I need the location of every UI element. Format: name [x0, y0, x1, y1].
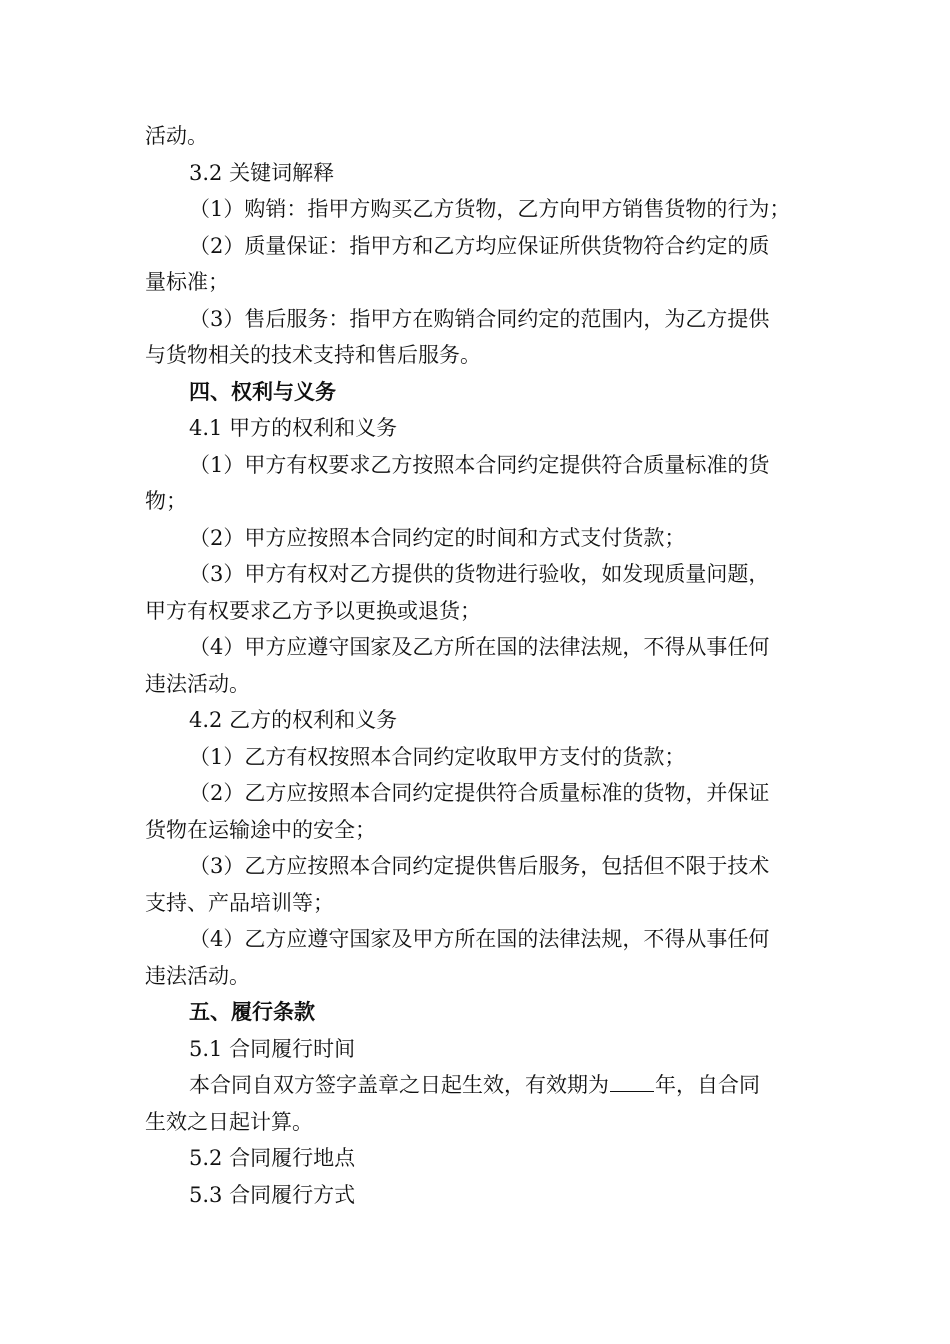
text-line: （4）甲方应遵守国家及乙方所在国的法律法规，不得从事任何	[189, 635, 770, 659]
text-line: （2）甲方应按照本合同约定的时间和方式支付货款；	[189, 525, 686, 550]
text-line: 3.2 关键词解释	[189, 160, 335, 185]
text-line: 5.3 合同履行方式	[189, 1182, 356, 1207]
text-line: 与货物相关的技术支持和售后服务。	[145, 343, 481, 367]
text-line: （3）售后服务：指甲方在购销合同约定的范围内，为乙方提供	[189, 306, 770, 331]
validity-years-blank	[610, 1069, 654, 1092]
text-line: （2）质量保证：指甲方和乙方均应保证所供货物符合约定的质	[189, 233, 770, 258]
text-line: 违法活动。	[145, 963, 250, 988]
text-line: 甲方有权要求乙方予以更换或退货；	[145, 598, 481, 623]
text-line: 物；	[145, 489, 187, 513]
text-line: 生效之日起计算。	[145, 1109, 313, 1134]
text-line: （1）购销：指甲方购买乙方货物，乙方向甲方销售货物的行为；	[189, 197, 791, 221]
text-line: 支持、产品培训等；	[145, 890, 334, 915]
section-heading: 五、履行条款	[189, 999, 315, 1024]
text-line: 4.2 乙方的权利和义务	[189, 708, 398, 732]
text-line: 活动。	[145, 124, 208, 148]
text-line: 5.1 合同履行时间	[189, 1036, 356, 1061]
paragraph-group-top	[145, 118, 810, 1067]
text-line: （1）甲方有权要求乙方按照本合同约定提供符合质量标准的货	[189, 452, 770, 477]
validity-clause-text-before: 本合同自双方签字盖章之日起生效，有效期为	[189, 1073, 609, 1097]
paragraph-group-bottom	[145, 1104, 810, 1214]
text-line: 5.2 合同履行地点	[189, 1146, 356, 1170]
text-line: （1）乙方有权按照本合同约定收取甲方支付的货款；	[189, 744, 686, 769]
section-heading: 四、权利与义务	[189, 378, 336, 404]
text-line: （2）乙方应按照本合同约定提供符合质量标准的货物，并保证	[189, 781, 770, 805]
validity-clause-text-after: 年，自合同	[655, 1073, 760, 1097]
text-line: 4.1 甲方的权利和义务	[189, 416, 398, 440]
text-line: 违法活动。	[145, 671, 250, 696]
text-line: （4）乙方应遵守国家及甲方所在国的法律法规，不得从事任何	[189, 927, 770, 951]
validity-clause-line	[145, 1067, 810, 1104]
document-body	[145, 118, 810, 1213]
text-line: （3）乙方应按照本合同约定提供售后服务，包括但不限于技术	[189, 854, 770, 878]
text-line: （3）甲方有权对乙方提供的货物进行验收，如发现质量问题，	[189, 562, 770, 586]
text-line: 量标准；	[145, 270, 229, 294]
text-line: 货物在运输途中的安全；	[145, 817, 376, 842]
